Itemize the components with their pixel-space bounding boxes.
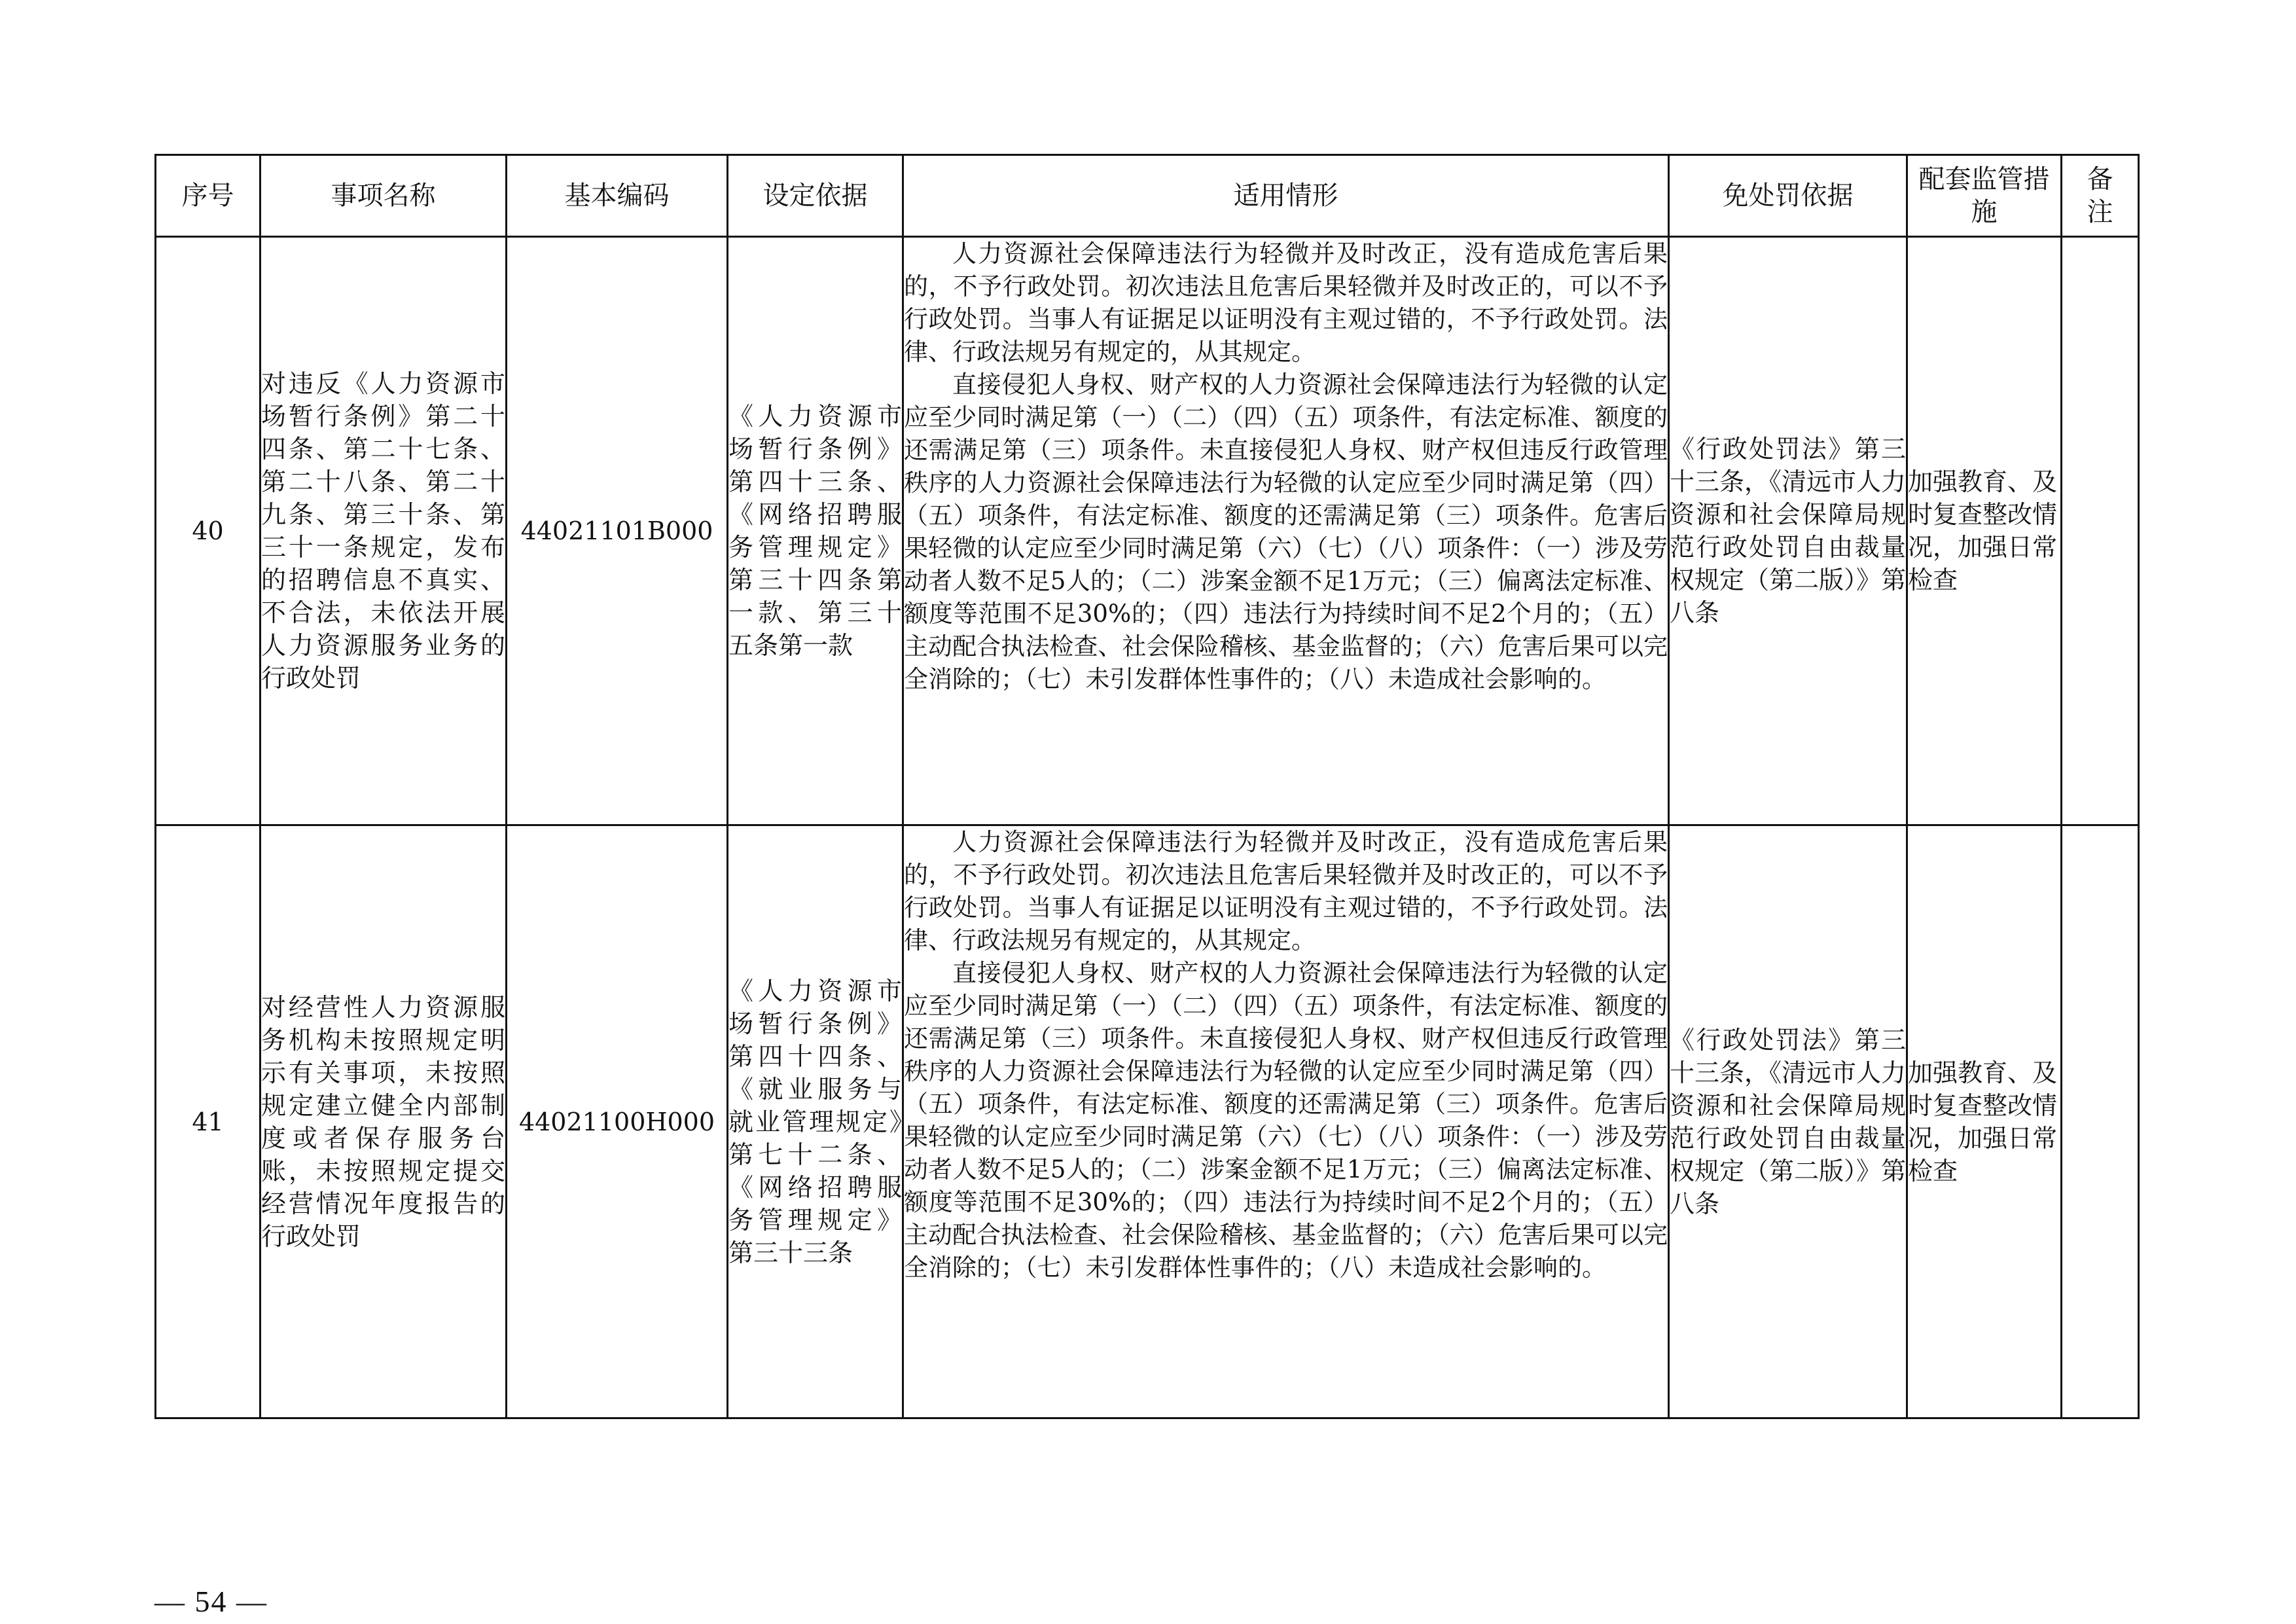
header-basis: 设定依据: [728, 155, 903, 237]
condition-paragraph-2: 直接侵犯人身权、财产权的人力资源社会保障违法行为轻微的认定应至少同时满足第（一）（二）（四）（五）项条件，有法定标准、额度的还需满足第（三）项条件。未直接侵犯人身权、财产权但违反行政管理秩序的人力资源社会保障违法行为轻微的认定应至少同时满足第（四）（五）项条件，有法定标准、额度的还需满足第（三）项条件。危害后果轻微的认定应至少同时满足第（六）（七）（八）项条件：（一）涉及劳动者人数不足5人的；（二）涉案金额不足1万元；（三）偏离法定标准、额度等范围不足30%的；（四）违法行为持续时间不足2个月的；（五）主动配合执法检查、社会保险稽核、基金监督的；（六）危害后果可以完全消除的；（七）未引发群体性事件的；（八）未造成社会影响的。: [904, 959, 1668, 1282]
header-exempt: 免处罚依据: [1669, 155, 1907, 237]
page-number: — 54 —: [154, 1585, 268, 1618]
penalty-exemption-table: [154, 154, 2140, 1419]
header-condition: 适用情形: [903, 155, 1669, 237]
cell-exempt: 《行政处罚法》第三十三条，《清远市人力资源和社会保障局规范行政处罚自由裁量权规定（第二版）》第八条: [1669, 825, 1907, 1418]
header-measure: 配套监管措施: [1907, 155, 2062, 237]
condition-paragraph-2: 直接侵犯人身权、财产权的人力资源社会保障违法行为轻微的认定应至少同时满足第（一）（二）（四）（五）项条件，有法定标准、额度的还需满足第（三）项条件。未直接侵犯人身权、财产权但违反行政管理秩序的人力资源社会保障违法行为轻微的认定应至少同时满足第（四）（五）项条件，有法定标准、额度的还需满足第（三）项条件。危害后果轻微的认定应至少同时满足第（六）（七）（八）项条件：（一）涉及劳动者人数不足5人的；（二）涉案金额不足1万元；（三）偏离法定标准、额度等范围不足30%的；（四）违法行为持续时间不足2个月的；（五）主动配合执法检查、社会保险稽核、基金监督的；（六）危害后果可以完全消除的；（七）未引发群体性事件的；（八）未造成社会影响的。: [904, 370, 1668, 693]
cell-code: 44021100H000: [507, 825, 728, 1418]
cell-code: 44021101B000: [507, 237, 728, 825]
cell-seq: 40: [156, 237, 260, 825]
table-row: [156, 825, 2139, 1418]
cell-exempt: 《行政处罚法》第三十三条，《清远市人力资源和社会保障局规范行政处罚自由裁量权规定（第二版）》第八条: [1669, 237, 1907, 825]
header-seq: 序号: [156, 155, 260, 237]
cell-measure: 加强教育、及时复查整改情况，加强日常检查: [1907, 237, 2062, 825]
cell-basis: 《人力资源市场暂行条例》第四十三条、《网络招聘服务管理规定》第三十四条第一款、第三十五条第一款: [728, 237, 903, 825]
cell-seq: 41: [156, 825, 260, 1418]
header-code: 基本编码: [507, 155, 728, 237]
cell-measure: 加强教育、及时复查整改情况，加强日常检查: [1907, 825, 2062, 1418]
header-name: 事项名称: [260, 155, 507, 237]
header-note: 备注: [2062, 155, 2139, 237]
cell-basis: 《人力资源市场暂行条例》第四十四条、《就业服务与就业管理规定》第七十二条、《网络招聘服务管理规定》第三十三条: [728, 825, 903, 1418]
cell-note: [2062, 237, 2139, 825]
cell-name: 对经营性人力资源服务机构未按照规定明示有关事项，未按照规定建立健全内部制度或者保存服务台账，未按照规定提交经营情况年度报告的行政处罚: [260, 825, 507, 1418]
header-row: [156, 155, 2139, 237]
cell-note: [2062, 825, 2139, 1418]
condition-paragraph-1: 人力资源社会保障违法行为轻微并及时改正，没有造成危害后果的，不予行政处罚。初次违法且危害后果轻微并及时改正的，可以不予行政处罚。当事人有证据足以证明没有主观过错的，不予行政处罚。法律、行政法规另有规定的，从其规定。: [904, 240, 1668, 366]
cell-condition: [903, 825, 1669, 1418]
cell-name: 对违反《人力资源市场暂行条例》第二十四条、第二十七条、第二十八条、第二十九条、第三十条、第三十一条规定，发布的招聘信息不真实、不合法，未依法开展人力资源服务业务的行政处罚: [260, 237, 507, 825]
condition-paragraph-1: 人力资源社会保障违法行为轻微并及时改正，没有造成危害后果的，不予行政处罚。初次违法且危害后果轻微并及时改正的，可以不予行政处罚。当事人有证据足以证明没有主观过错的，不予行政处罚。法律、行政法规另有规定的，从其规定。: [904, 828, 1668, 954]
cell-condition: [903, 237, 1669, 825]
table-row: [156, 237, 2139, 825]
